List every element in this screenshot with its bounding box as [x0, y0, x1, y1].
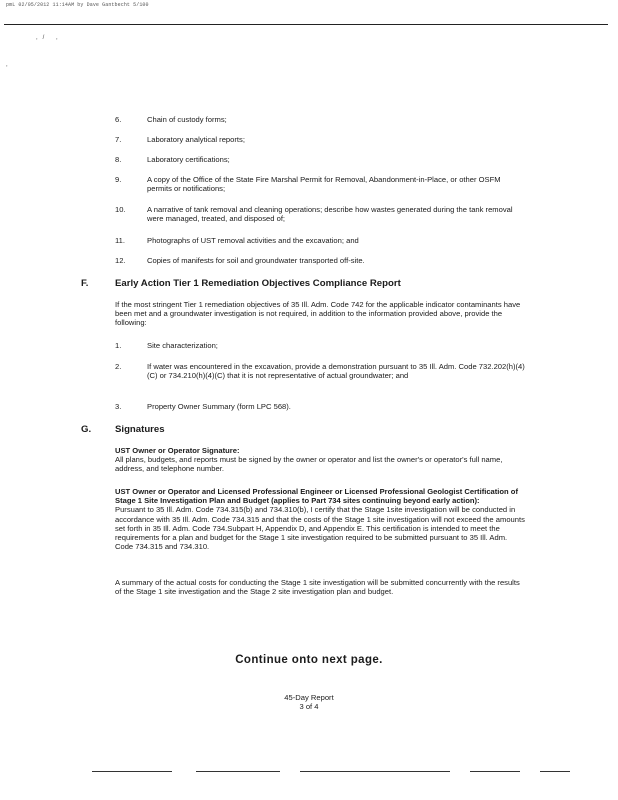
list-number: 11. — [115, 236, 125, 245]
fax-header: pmL 02/05/2012 11:14AM by Dave Gantbecht 5/100 — [6, 2, 149, 8]
section-f-intro: If the most stringent Tier 1 remediation objectives of 35 Ill. Adm. Code 742 for the applicable indicator contaminants have been met and a groundwater investigation is not required, in addition to the information provided above, provide the following: — [115, 300, 521, 328]
list-text: Property Owner Summary (form LPC 568). — [147, 402, 291, 411]
footer-rule — [540, 771, 570, 772]
list-number: 2. — [115, 362, 122, 371]
section-letter: F. — [81, 278, 89, 289]
signature-text: All plans, budgets, and reports must be signed by the owner or operator and list the owner's or operator's full name, address, and telephone number. — [115, 455, 503, 474]
list-number: 12. — [115, 256, 126, 265]
list-number: 9. — [115, 175, 122, 184]
list-text: Chain of custody forms; — [147, 115, 227, 124]
scan-speck: , — [6, 62, 8, 68]
header-rule — [4, 24, 608, 25]
footer-rule — [300, 771, 450, 772]
certification-heading: UST Owner or Operator and Licensed Professional Engineer or Licensed Professional Geologist Certification of Stage 1 Site Investigation Plan and Budget (applies to Part 734 sites continuing beyond early action): — [115, 487, 518, 506]
list-text: Laboratory certifications; — [147, 155, 230, 164]
certification-text: Pursuant to 35 Ill. Adm. Code 734.315(b) and 734.310(b), I certify that the Stage 1site investigation will be conducted in accordance with 35 Ill. Adm. Code 734.315 and that the costs of the Stage 1 site investigation will not exceed the amounts set forth in 35 Ill. Adm. Code 734.Subpart H, Appendix D, and Appendix E. This certification is intended to meet the requirements for a plan and budget for the Stage 1 site investigation required to be submitted pursuant to 35 Ill. Adm. Code 734.315 and 734.310. — [115, 505, 525, 552]
list-text: Site characterization; — [147, 341, 218, 350]
certification-block — [115, 487, 525, 551]
continue-note: Continue onto next page. — [235, 654, 383, 666]
footer-report-name: 45-Day Report — [284, 693, 334, 702]
list-number: 1. — [115, 341, 122, 350]
list-text: Laboratory analytical reports; — [147, 135, 245, 144]
signature-heading: UST Owner or Operator Signature: — [115, 446, 240, 455]
owner-signature-block — [115, 446, 525, 474]
list-number: 6. — [115, 115, 122, 124]
list-text: A copy of the Office of the State Fire Marshal Permit for Removal, Abandonment-in-Place, or other OSFM permits or notifications; — [147, 175, 501, 193]
footer-rule — [196, 771, 280, 772]
list-text: Photographs of UST removal activities and the excavation; and — [147, 236, 359, 245]
list-text: A narrative of tank removal and cleaning operations; describe how wastes generated during the tank removal were managed, treated, and disposed of; — [147, 205, 513, 223]
list-number: 7. — [115, 135, 122, 144]
scan-speck: , / , — [36, 35, 58, 41]
section-title: Early Action Tier 1 Remediation Objectives Compliance Report — [115, 278, 401, 289]
cost-summary-text: A summary of the actual costs for conducting the Stage 1 site investigation will be submitted concurrently with the results of the Stage 1 site investigation and the Stage 2 site investigation plan and budget. — [115, 578, 520, 597]
section-letter: G. — [81, 424, 92, 435]
list-text: If water was encountered in the excavation, provide a demonstration pursuant to 35 Ill. Adm. Code 732.202(h)(4)(C) or 734.210(h)(4)(C) that it is not representative of actual groundwater; and — [147, 362, 525, 380]
list-number: 3. — [115, 402, 122, 411]
footer-rule — [470, 771, 520, 772]
list-number: 10. — [115, 205, 126, 214]
list-text: Copies of manifests for soil and groundwater transported off-site. — [147, 256, 365, 265]
list-number: 8. — [115, 155, 122, 164]
footer-page-number: 3 of 4 — [299, 702, 319, 711]
section-title: Signatures — [115, 424, 165, 435]
footer-rule — [92, 771, 172, 772]
